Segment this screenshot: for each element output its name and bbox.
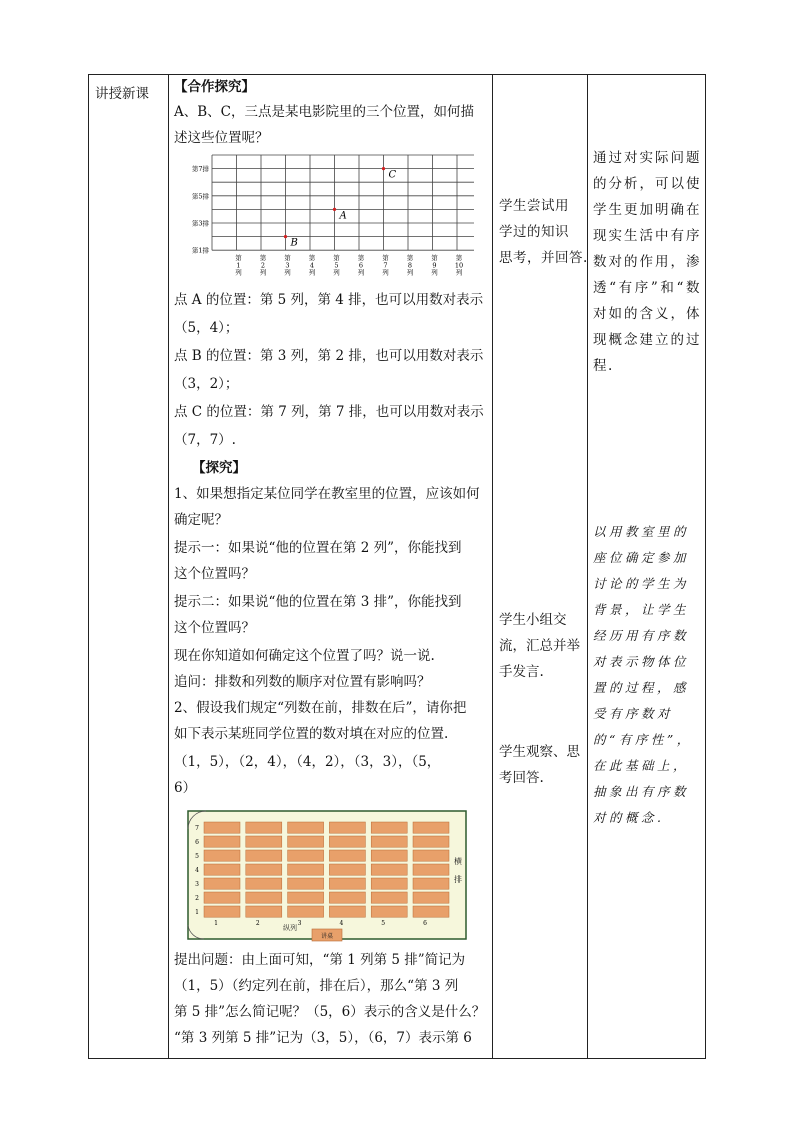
column-label: 列: [284, 268, 291, 277]
point-b-pair: （3，2）；: [174, 376, 239, 392]
column-label: 列: [235, 268, 242, 277]
student-activity-line: 学生观察、思: [499, 744, 580, 760]
student-activity-1: [499, 193, 588, 271]
column-label: 列: [382, 268, 389, 277]
point-c-label: C: [388, 169, 397, 181]
student-activity-line: 流，汇总并举: [499, 638, 580, 654]
desk: [329, 836, 365, 847]
point-b-description: 点 B 的位置：第 3 列，第 2 排，也可以用数对表示: [174, 348, 484, 364]
question-line: 述这些位置呢？: [174, 130, 269, 146]
student-activity-line: 学过的知识: [499, 224, 569, 240]
column-label: 第: [455, 254, 463, 263]
student-activity-line: 思考，并回答.: [499, 250, 588, 266]
pairs-list: （1，5），（2，4），（4，2），（3，3），（5，: [174, 754, 441, 770]
column-divider: [168, 75, 169, 1058]
exercise-2-cont: 如下表示某班同学位置的数对填在对应的位置.: [174, 726, 449, 742]
now-line: 现在你知道如何确定这个位置了吗？说一说.: [174, 648, 435, 664]
desk: [329, 822, 365, 833]
column-label: 4: [309, 261, 315, 270]
row-number: 3: [195, 881, 199, 888]
exercise-1-cont: 确定呢？: [174, 512, 228, 528]
row-number: 7: [195, 825, 199, 832]
row-number: 1: [195, 909, 199, 916]
desk: [371, 878, 407, 889]
column-number: 3: [297, 920, 302, 927]
desk: [371, 892, 407, 903]
point-c-pair: （7，7）.: [174, 432, 236, 448]
row-number: 2: [195, 895, 199, 902]
desk: [246, 836, 282, 847]
desk: [288, 892, 324, 903]
column-divider: [492, 75, 493, 1058]
row-number: 5: [195, 853, 199, 860]
design-intent-2: 以用教室里的座位确定参加讨论的学生为背景，让学生经历用有序数对表示物体位置的过程，感受有序数对的“有序性”，在此基础上，抽象出有序数对的概念.: [593, 524, 693, 825]
problem-line: “第 3 列第 5 排”记为（3，5），（6，7）表示第 6: [174, 1030, 472, 1046]
point-b-label: B: [290, 237, 298, 249]
pairs-list-cont: 6）: [174, 780, 197, 796]
desk: [413, 822, 449, 833]
column-label: 列: [259, 268, 267, 277]
column-label: 第: [431, 254, 438, 263]
section-label: 讲授新课: [95, 86, 149, 102]
desk: [288, 836, 324, 847]
column-label: 第: [308, 254, 316, 263]
column-label: 6: [358, 261, 364, 270]
column-label: 10: [454, 261, 464, 270]
hint-2-cont: 这个位置吗？: [174, 620, 255, 636]
column-label: 1: [236, 261, 241, 270]
hint-1: 提示一：如果说“他的位置在第 2 列”，你能找到: [174, 540, 462, 556]
design-intent-1: 通过对实际问题的分析，可以使学生更加明确在现实生活中有序数对的作用，渗透“有序”和“数对如的含义，体现概念建立的过程.: [593, 150, 701, 374]
classroom-seating-figure: [186, 809, 470, 945]
column-label: 3: [285, 261, 290, 270]
column-label: 列: [357, 268, 365, 277]
desk: [413, 892, 449, 903]
row-label: 第3排: [191, 219, 209, 228]
column-number: 5: [381, 920, 386, 927]
desk: [371, 864, 407, 875]
desk: [413, 836, 449, 847]
desk: [288, 906, 324, 917]
student-activity-line: 手发言.: [499, 664, 544, 680]
student-activity-line: 学生尝试用: [499, 198, 569, 214]
lesson-table: [88, 74, 706, 1059]
column-label: 7: [383, 261, 388, 270]
student-activity-3: [499, 739, 580, 791]
question-line: A、B、C，三点是某电影院里的三个位置，如何描: [174, 104, 474, 120]
desk: [288, 864, 324, 875]
desk: [204, 864, 240, 875]
desk: [204, 836, 240, 847]
point-a-pair: （5，4）；: [174, 320, 239, 336]
desk: [204, 850, 240, 861]
heading-inquiry: 【探究】: [192, 460, 246, 476]
row-number: 6: [195, 839, 199, 846]
column-label: 第: [406, 254, 414, 263]
desk: [246, 850, 282, 861]
desk: [204, 892, 240, 903]
point-c-description: 点 C 的位置：第 7 列，第 7 排，也可以用数对表示: [174, 404, 484, 420]
row-label: 第1排: [191, 246, 209, 255]
cinema-seat-grid: [174, 151, 474, 283]
desk: [413, 906, 449, 917]
point-a-label: A: [339, 210, 347, 222]
exercise-1: 1、如果想指定某位同学在教室里的位置，应该如何: [174, 486, 480, 502]
column-label: 第: [235, 254, 242, 263]
follow-up-question: 追问：排数和列数的顺序对位置有影响吗？: [174, 674, 431, 690]
desk: [204, 906, 240, 917]
row-axis-label-2: 排: [454, 875, 462, 884]
point-a-marker: [333, 208, 336, 211]
desk: [413, 864, 449, 875]
exercise-2: 2、假设我们规定“列数在前，排数在后”，请你把: [174, 700, 467, 716]
row-label: 第5排: [191, 192, 209, 201]
column-label: 列: [333, 268, 340, 277]
desk: [246, 864, 282, 875]
desk: [413, 850, 449, 861]
desk: [246, 878, 282, 889]
desk: [329, 850, 365, 861]
desk: [371, 850, 407, 861]
hint-1-cont: 这个位置吗？: [174, 566, 255, 582]
column-label: 2: [260, 261, 266, 270]
desk: [288, 878, 324, 889]
column-label: 第: [284, 254, 291, 263]
desk: [371, 822, 407, 833]
student-activity-line: 考回答.: [499, 770, 544, 786]
column-number: 4: [339, 920, 344, 927]
column-number: 6: [423, 920, 427, 927]
desk: [371, 906, 407, 917]
column-label: 列: [431, 268, 438, 277]
desk: [329, 906, 365, 917]
point-b-marker: [284, 235, 287, 238]
desk: [329, 864, 365, 875]
column-label: 第: [357, 254, 365, 263]
desk: [204, 878, 240, 889]
column-number: 1: [214, 920, 218, 927]
problem-line: 第 5 排”怎么简记呢？（5，6）表示的含义是什么？: [174, 1004, 486, 1020]
desk: [246, 822, 282, 833]
column-label: 第: [259, 254, 267, 263]
problem-line: 提出问题：由上面可知，“第 1 列第 5 排”简记为: [174, 952, 466, 968]
column-label: 8: [407, 261, 413, 270]
column-label: 列: [308, 268, 316, 277]
desk: [371, 836, 407, 847]
desk: [288, 822, 324, 833]
heading-cooperative-inquiry: 【合作探究】: [174, 79, 255, 95]
desk: [329, 892, 365, 903]
point-c-marker: [382, 167, 385, 170]
row-label: 第7排: [191, 165, 209, 174]
column-label: 列: [455, 268, 463, 277]
desk: [246, 906, 282, 917]
column-label: 第: [382, 254, 389, 263]
column-label: 第: [333, 254, 340, 263]
column-number: 2: [255, 920, 260, 927]
desk: [413, 878, 449, 889]
column-axis-label: 纵列: [283, 924, 297, 932]
podium-label: 讲桌: [320, 933, 334, 940]
problem-line: （1，5）（约定列在前，排在后），那么“第 3 列: [174, 978, 459, 994]
desk: [288, 850, 324, 861]
desk: [204, 822, 240, 833]
desk: [246, 892, 282, 903]
hint-2: 提示二：如果说“他的位置在第 3 排”，你能找到: [174, 594, 462, 610]
column-label: 9: [432, 261, 437, 270]
point-a-description: 点 A 的位置：第 5 列，第 4 排，也可以用数对表示: [174, 292, 484, 308]
column-label: 列: [406, 268, 414, 277]
row-axis-label-1: 横: [454, 857, 462, 866]
desk: [329, 878, 365, 889]
row-number: 4: [195, 867, 199, 874]
student-activity-line: 学生小组交: [499, 612, 567, 628]
student-activity-2: [499, 607, 580, 685]
column-label: 5: [334, 261, 339, 270]
